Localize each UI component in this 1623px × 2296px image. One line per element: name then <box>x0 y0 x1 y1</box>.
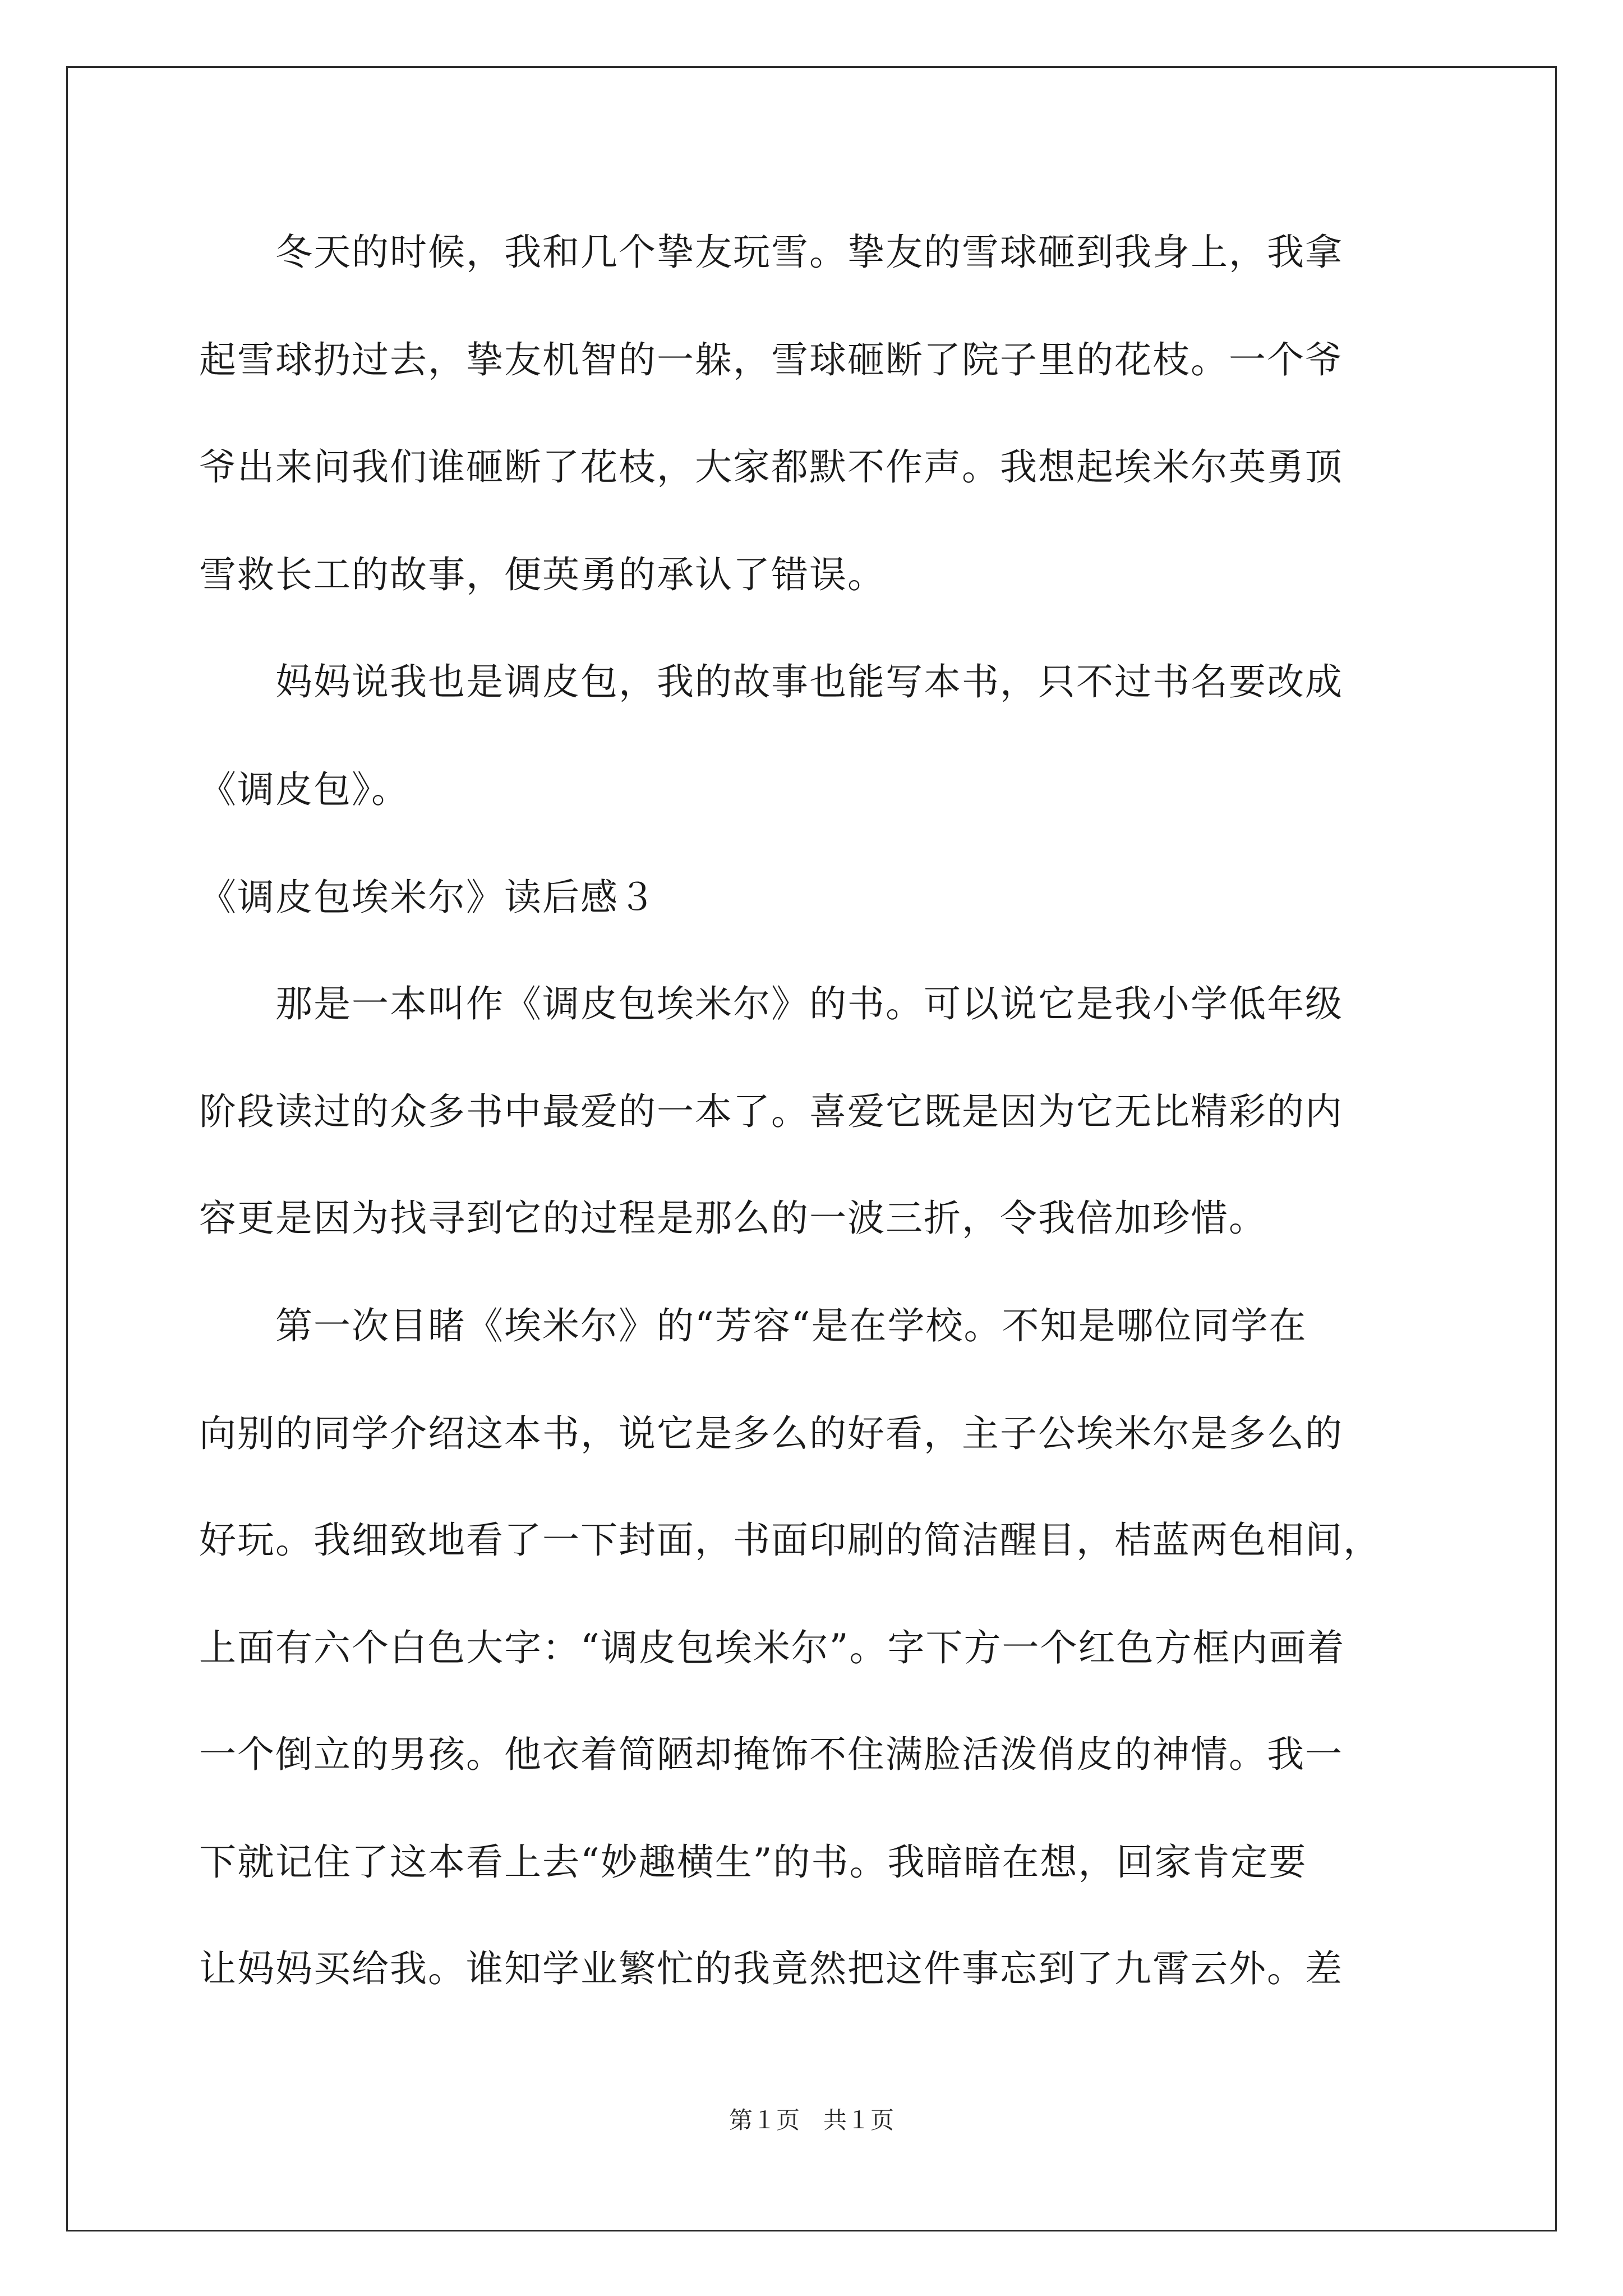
text-line: 那是一本叫作《调皮包埃米尔》的书。可以说它是我小学低年级 <box>199 982 1343 1025</box>
text-line: 雪救长工的故事，便英勇的承认了错误。 <box>199 553 886 596</box>
text-line: 一个倒立的男孩。他衣着简陋却掩饰不住满脸活泼俏皮的神情。我一 <box>199 1733 1343 1776</box>
text-line: 妈妈说我也是调皮包，我的故事也能写本书，只不过书名要改成 <box>199 660 1343 703</box>
text-line: 好玩。我细致地看了一下封面，书面印刷的简洁醒目，桔蓝两色相间， <box>199 1519 1381 1562</box>
page-footer: 第１页 共１页 <box>728 2106 894 2134</box>
text-line: 《调皮包》。 <box>199 768 409 811</box>
text-line: 阶段读过的众多书中最爱的一本了。喜爱它既是因为它无比精彩的内 <box>199 1090 1343 1133</box>
text-line: 让妈妈买给我。谁知学业繁忙的我竟然把这件事忘到了九霄云外。差 <box>199 1947 1343 1990</box>
text-line: 向别的同学介绍这本书，说它是多么的好看，主子公埃米尔是多么的 <box>199 1412 1343 1455</box>
text-line: 第一次目睹《埃米尔》的“芳容“是在学校。不知是哪位同学在 <box>199 1304 1307 1347</box>
text-line: 爷出来问我们谁砸断了花枝，大家都默不作声。我想起埃米尔英勇顶 <box>199 445 1343 489</box>
text-line: 下就记住了这本看上去“妙趣横生”的书。我暗暗在想，回家肯定要 <box>199 1841 1307 1884</box>
page-border <box>66 66 1557 2231</box>
text-line: 上面有六个白色大字：“调皮包埃米尔”。字下方一个红色方框内画着 <box>199 1626 1345 1669</box>
text-line: 冬天的时候，我和几个挚友玩雪。挚友的雪球砸到我身上，我拿 <box>199 231 1343 274</box>
text-line: 容更是因为找寻到它的过程是那么的一波三折，令我倍加珍惜。 <box>199 1197 1267 1240</box>
section-heading: 《调皮包埃米尔》读后感３ <box>199 876 657 919</box>
text-line: 起雪球扔过去，挚友机智的一躲，雪球砸断了院子里的花枝。一个爷 <box>199 338 1343 381</box>
